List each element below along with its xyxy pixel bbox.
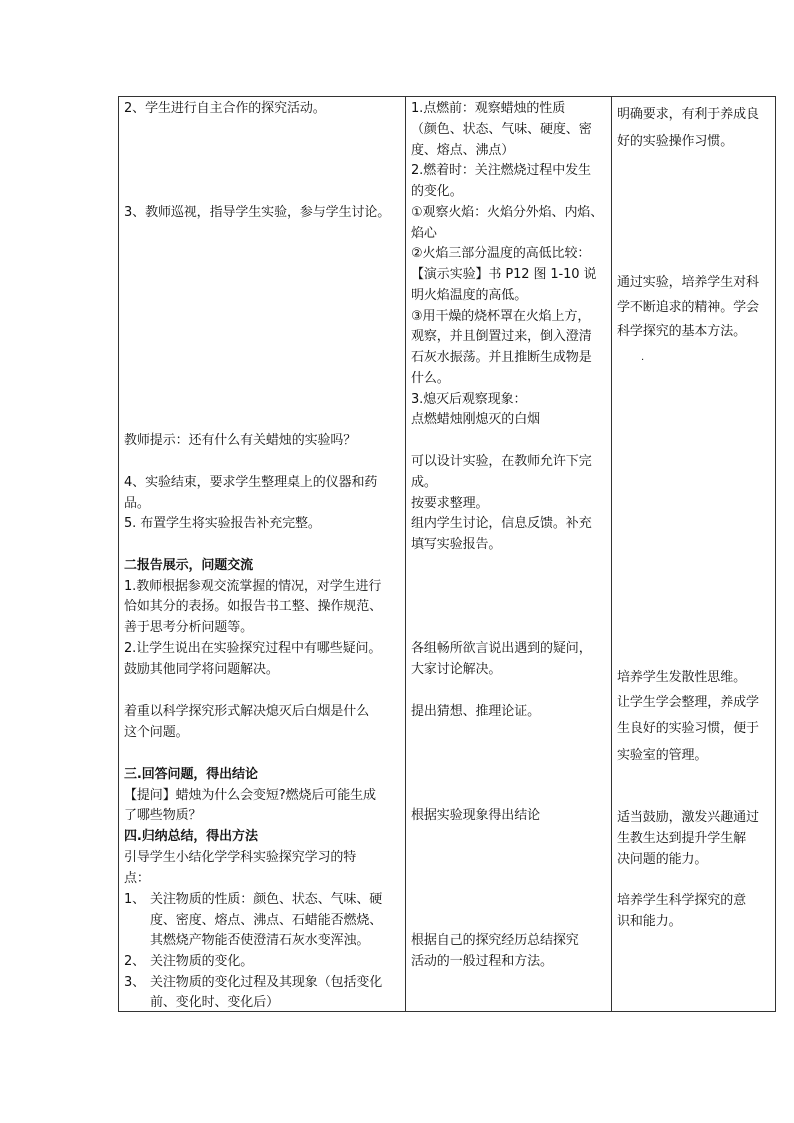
step-3-text: 3、教师巡视，指导学生实验，参与学生讨论。 (124, 205, 391, 220)
intent-6-line-1: 培养学生科学探究的意 (617, 893, 747, 908)
white-smoke-text: 点燃蜡烛刚熄灭的白烟 (411, 412, 541, 427)
before-lighting-line-1: 1.点燃前：观察蜡烛的性质 (411, 101, 566, 116)
design-intent-column (611, 96, 776, 1012)
question-line-2: 了哪些物质？ (124, 808, 202, 823)
while-burning-line-1: 2.燃着时：关注燃烧过程中发生 (411, 163, 591, 178)
intent-2-line-2: 学不断追求的精神。学会 (617, 300, 759, 315)
intent-1-line-2: 好的实验操作习惯。 (617, 134, 734, 149)
step-4-line-2: 品。 (124, 496, 150, 511)
step-4-line-1: 4、实验结束，要求学生整理桌上的仪器和药 (124, 475, 378, 490)
summary-3-line-1: 关注物质的变化过程及其现象（包括变化 (150, 975, 383, 990)
demo-experiment-line-1: 【演示实验】书 P12 图 1-10 说 (411, 267, 597, 282)
before-lighting-line-3: 度、熔点、沸点） (411, 143, 515, 158)
intent-4-line-2: 生良好的实验习惯，便于 (617, 721, 759, 736)
while-burning-line-2: 的变化。 (411, 184, 463, 199)
design-experiment-line-1: 可以设计实验，在教师允许下完 (411, 454, 592, 469)
intent-5-line-2: 生教生达到提升学生解 (617, 831, 747, 846)
point-1-line-1: 1.教师根据参观交流掌握的情况，对学生进行 (124, 579, 382, 594)
intent-3-text: 培养学生发散性思维。 (617, 670, 747, 685)
student-activity-column (405, 96, 611, 1012)
flame-observe-line-2: 焰心 (411, 226, 437, 241)
summary-1-line-3: 其燃烧产物能否使澄清石灰水变浑浊。 (150, 933, 370, 948)
design-experiment-line-2: 成。 (411, 475, 437, 490)
share-questions-line-1: 各组畅所欲言说出遇到的疑问， (411, 641, 592, 656)
group-discussion-line-1: 组内学生讨论，信息反馈。补充 (411, 516, 592, 531)
beaker-test-line-2: 观察，并且倒置过来，倒入澄清 (411, 329, 592, 344)
section-4-heading: 四.归纳总结，得出方法 (124, 829, 258, 844)
beaker-test-line-1: ③用干燥的烧杯罩在火焰上方， (411, 309, 591, 324)
summary-3-line-2: 前、变化时、变化后） (150, 995, 280, 1010)
question-line-1: 【提问】蜡烛为什么会变短?燃烧后可能生成 (124, 788, 376, 803)
question-focus-line-1: 着重以科学探究形式解决熄灭后白烟是什么 (124, 704, 370, 719)
point-2-line-2: 鼓励其他同学将问题解决。 (124, 662, 279, 677)
intent-5-line-3: 决问题的能力。 (617, 852, 708, 867)
beaker-test-line-4: 什么。 (411, 371, 450, 386)
summary-2-text: 关注物质的变化。 (150, 954, 254, 969)
after-extinguish-text: 3.熄灭后观察现象： (411, 392, 527, 407)
intent-1-line-1: 明确要求，有利于养成良 (617, 107, 759, 122)
section-3-heading: 三.回答问题，得出结论 (124, 767, 258, 782)
guide-line-2: 点： (124, 871, 150, 886)
share-questions-line-2: 大家讨论解决。 (411, 662, 502, 677)
summary-1-line-2: 度、密度、熔点、沸点、石蜡能否燃烧、 (150, 913, 383, 928)
before-lighting-line-2: （颜色、状态、气味、硬度、密 (411, 122, 592, 137)
demo-experiment-line-2: 明火焰温度的高低。 (411, 288, 528, 303)
lesson-plan-table (118, 96, 776, 1012)
step-2-text: 2、学生进行自主合作的探究活动。 (124, 101, 326, 116)
teacher-activity-column (118, 96, 405, 1012)
summarize-line-2: 活动的一般过程和方法。 (411, 954, 553, 969)
intent-4-line-3: 实验室的管理。 (617, 748, 708, 763)
hypothesis-text: 提出猜想、推理论证。 (411, 704, 541, 719)
beaker-test-line-3: 石灰水振荡。并且推断生成物是 (411, 350, 592, 365)
step-5-text: 5. 布置学生将实验报告补充完整。 (124, 516, 321, 531)
intent-5-line-1: 适当鼓励，激发兴趣通过 (617, 810, 759, 825)
flame-observe-line-1: ①观察火焰：火焰分外焰、内焰、 (411, 205, 604, 220)
teacher-hint: 教师提示：还有什么有关蜡烛的实验吗？ (124, 433, 357, 448)
stray-dot: . (641, 352, 645, 363)
point-1-line-2: 恰如其分的表扬。如报告书工整、操作规范、 (124, 599, 383, 614)
intent-2-line-3: 科学探究的基本方法。 (617, 324, 747, 339)
intent-4-line-1: 让学生学会整理，养成学 (617, 695, 759, 710)
section-2-heading: 二报告展示，问题交流 (124, 558, 254, 573)
summary-2-number: 2、 (124, 954, 146, 969)
point-2-line-1: 2.让学生说出在实验探究过程中有哪些疑问。 (124, 641, 382, 656)
intent-6-line-2: 识和能力。 (617, 914, 682, 929)
summarize-line-1: 根据自己的探究经历总结探究 (411, 933, 579, 948)
tidy-up-text: 按要求整理。 (411, 496, 489, 511)
question-focus-line-2: 这个问题。 (124, 725, 189, 740)
summary-1-line-1: 关注物质的性质：颜色、状态、气味、硬 (150, 892, 383, 907)
flame-temperature-text: ②火焰三部分温度的高低比较： (411, 246, 591, 261)
point-1-line-3: 善于思考分析问题等。 (124, 620, 254, 635)
conclusion-text: 根据实验现象得出结论 (411, 808, 541, 823)
summary-1-number: 1、 (124, 892, 146, 907)
group-discussion-line-2: 填写实验报告。 (411, 537, 502, 552)
guide-line-1: 引导学生小结化学学科实验探究学习的特 (124, 850, 357, 865)
summary-3-number: 3、 (124, 975, 146, 990)
intent-2-line-1: 通过实验，培养学生对科 (617, 275, 759, 290)
